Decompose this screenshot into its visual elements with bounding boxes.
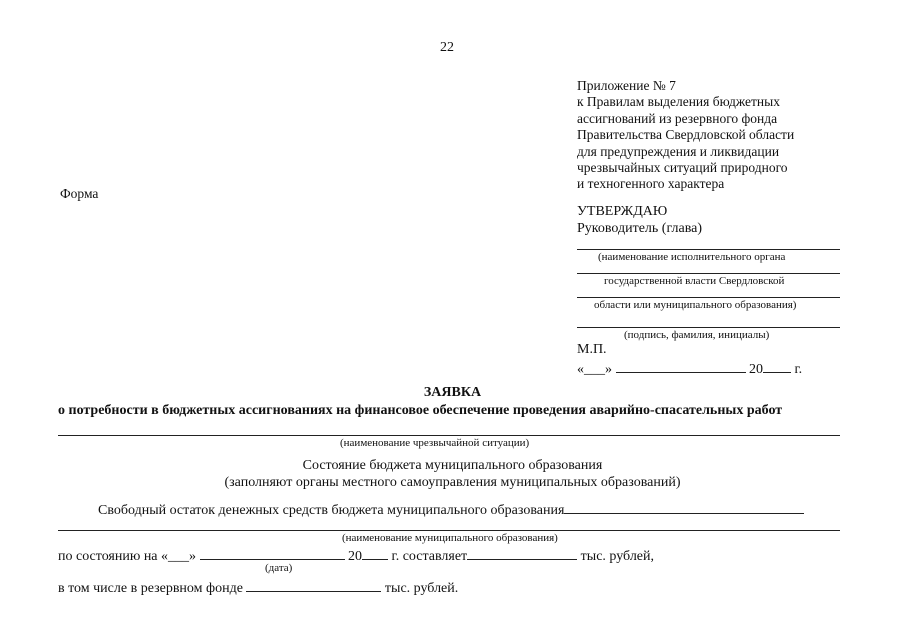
appendix-line: к Правилам выделения бюджетных [577,94,780,110]
appendix-note [577,78,877,193]
approval-block [577,203,702,237]
reserve-unit: тыс. рублей. [384,581,459,596]
budget-note: (заполняют органы местного самоуправления муниципальных образований) [224,475,681,490]
as-of-year: 20 [348,549,363,564]
request-title: ЗАЯВКА [423,385,482,400]
stamp-label: М.П. [577,342,607,357]
municipality-caption: (наименование муниципального образования) [342,532,558,544]
as-of-label: по состоянию на [58,549,158,564]
appendix-line: Приложение № 7 [577,78,676,93]
approval-line-3 [577,297,840,298]
as-of-line [58,545,654,565]
approval-caption-1: (наименование исполнительного органа [598,251,786,263]
reserve-label: в том числе в резервном фонде [58,581,243,596]
date-caption: (дата) [265,562,293,574]
balance-blank [564,499,804,514]
as-of-day: «___» [161,549,197,564]
as-of-year-blank [362,545,388,560]
balance-label: Свободный остаток денежных средств бюджета муниципального образования [98,503,565,518]
approval-caption-3: области или муниципального образования) [594,299,797,311]
approval-heading: УТВЕРЖДАЮ [577,204,668,219]
signature-line [577,327,840,328]
approval-date-year: 20 [749,362,763,377]
as-of-suffix: г. составляет [391,549,468,564]
page-number: 22 [440,40,454,55]
amount-unit: тыс. рублей, [580,549,655,564]
balance-line [98,499,804,519]
as-of-month-blank [200,545,345,560]
emergency-line [58,435,840,436]
signature-caption: (подпись, фамилия, инициалы) [624,329,770,341]
reserve-line [58,577,458,597]
appendix-line: чрезвычайных ситуаций природного [577,160,788,176]
municipality-line [58,530,840,531]
amount-blank [467,545,577,560]
approval-date-month-blank [616,358,746,373]
approval-date-day: «___» [577,362,612,377]
approval-date-suffix: г. [794,362,803,377]
reserve-blank [246,577,381,592]
request-subtitle: о потребности в бюджетных ассигнованиях на финансовое обеспечение проведения аварийно-спасательных работ [58,403,783,418]
budget-heading: Состояние бюджета муниципального образования [302,458,603,473]
form-label: Форма [60,186,99,201]
appendix-line: Правительства Свердловской области [577,127,795,143]
appendix-line: и техногенного характера [577,176,725,192]
approval-date-line [577,358,802,378]
approval-date-year-blank [763,358,791,373]
appendix-line: ассигнований из резервного фонда [577,110,778,126]
approval-role: Руководитель (глава) [577,221,703,236]
appendix-line: для предупреждения и ликвидации [577,143,780,159]
approval-line-1 [577,249,840,250]
approval-line-2 [577,273,840,274]
emergency-caption: (наименование чрезвычайной ситуации) [340,437,530,449]
approval-caption-2: государственной власти Свердловской [604,275,785,287]
